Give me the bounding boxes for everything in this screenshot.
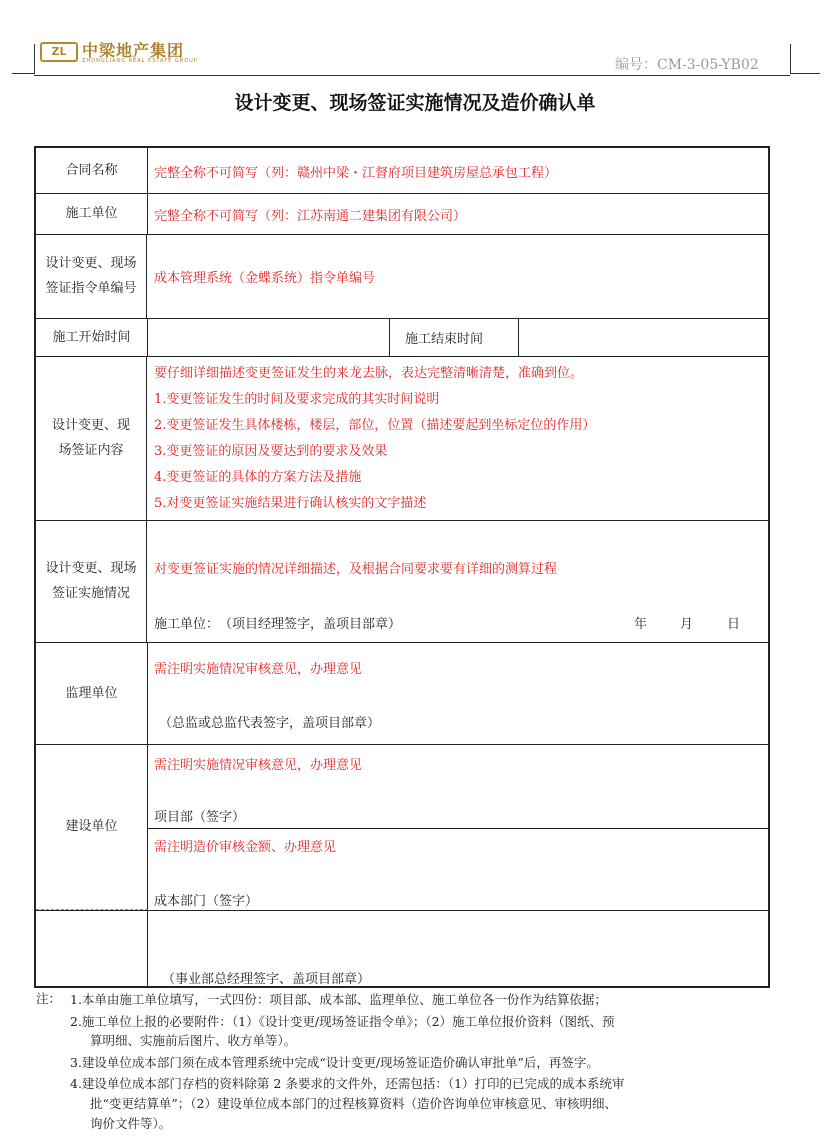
division-label xyxy=(36,910,148,988)
supervisor-label: 监理单位 xyxy=(36,642,148,744)
instruction-value[interactable]: 成本管理系统（金蝶系统）指令单编号 xyxy=(154,271,376,286)
date-divider-2 xyxy=(518,318,519,356)
owner-sub-divider xyxy=(147,828,768,829)
company-name: 中梁地产集团 xyxy=(82,41,185,60)
content-line: 1.变更签证发生的时间及要求完成的其实时间说明 xyxy=(154,392,440,407)
contractor-label: 施工单位 xyxy=(36,193,148,234)
company-logo-icon: ZL xyxy=(40,42,78,62)
content-line: 3.变更签证的原因及要达到的要求及效果 xyxy=(154,444,388,459)
row-supervisor xyxy=(36,642,768,745)
division-sign: （事业部总经理签字、盖项目部章） xyxy=(162,972,371,987)
note-line: 批“变更结算单”；（2）建设单位成本部门的过程核算资料（造价咨询单位审核意见、审核明细、 xyxy=(90,1096,617,1111)
note-line: 算明细、实施前后图片、收方单等）。 xyxy=(90,1033,297,1048)
supervisor-value[interactable]: 需注明实施情况审核意见，办理意见 xyxy=(154,662,363,677)
row-division xyxy=(36,910,768,988)
content-label: 设计变更、现场签证内容 xyxy=(36,356,147,520)
date-divider xyxy=(389,318,390,356)
row-content xyxy=(36,356,768,521)
contract-value[interactable]: 完整全称不可简写（列：赣州中梁・江督府项目建筑房屋总承包工程） xyxy=(154,166,558,181)
supervisor-sign: （总监或总监代表签字，盖项目部章） xyxy=(159,716,381,731)
note-line: 2.施工单位上报的必要附件：（1）《设计变更/现场签证指令单》；（2）施工单位报价资料（图纸、预 xyxy=(70,1014,615,1029)
header-rule-left-tick xyxy=(34,44,35,74)
company-name-en: ZHONGLIANG REAL ESTATE GROUP xyxy=(82,58,198,64)
owner-project-sign: 项目部（签字） xyxy=(154,810,246,825)
notes-prefix: 注： xyxy=(36,991,62,1006)
note-line: 3.建设单位成本部门须在成本管理系统中完成“设计变更/现场签证造价确认审批单”后，再签字。 xyxy=(70,1055,599,1070)
confirmation-form xyxy=(34,146,770,988)
contract-label: 合同名称 xyxy=(36,148,148,193)
implementation-label: 设计变更、现场签证实施情况 xyxy=(36,520,147,642)
start-date-label: 施工开始时间 xyxy=(36,318,148,356)
owner-cost-value[interactable]: 需注明造价审核金额、办理意见 xyxy=(154,840,337,855)
content-line: 2.变更签证发生具体楼栋，楼层，部位，位置（描述要起到坐标定位的作用） xyxy=(154,418,596,433)
owner-project-value[interactable]: 需注明实施情况审核意见，办理意见 xyxy=(154,758,363,773)
note-line: 询价文件等）。 xyxy=(90,1116,172,1131)
owner-label: 建设单位 xyxy=(36,744,148,910)
implementation-month: 月 xyxy=(680,617,694,632)
content-line: 5.对变更签证实施结果进行确认核实的文字描述 xyxy=(154,496,427,511)
implementation-sign: 施工单位： （项目经理签字，盖项目部章） xyxy=(154,617,402,632)
header-rule-right xyxy=(790,73,820,74)
owner-cost-sign: 成本部门（签字） xyxy=(154,894,259,909)
row-contract xyxy=(36,148,768,194)
row-instruction xyxy=(36,234,768,319)
row-dates xyxy=(36,318,768,357)
content-line: 4.变更签证的具体的方案方法及措施 xyxy=(154,470,362,485)
implementation-day: 日 xyxy=(727,617,741,632)
header-rule xyxy=(34,75,790,76)
page-title: 设计变更、现场签证实施情况及造价确认单 xyxy=(234,92,596,114)
implementation-year: 年 xyxy=(634,617,648,632)
doc-number: 编号：CM-3-05-YB02 xyxy=(615,57,759,73)
notes xyxy=(36,990,61,1009)
row-implementation xyxy=(36,520,768,643)
header-rule-left xyxy=(12,73,34,74)
content-line: 要仔细详细描述变更签证发生的来龙去脉，表达完整清晰清楚，准确到位。 xyxy=(154,366,584,381)
note-line: 4.建设单位成本部门存档的资料除第 2 条要求的文件外，还需包括：（1）打印的已完成的成本系统审 xyxy=(70,1076,625,1091)
implementation-value[interactable]: 对变更签证实施的情况详细描述，及根据合同要求要有详细的测算过程 xyxy=(154,562,558,577)
row-contractor xyxy=(36,193,768,235)
instruction-label: 设计变更、现场签证指令单编号 xyxy=(36,234,147,318)
note-line: 1.本单由施工单位填写，一式四份：项目部、成本部、监理单位、施工单位各一份作为结算依据； xyxy=(70,992,607,1007)
end-date-label: 施工结束时间 xyxy=(405,332,484,347)
header-rule-right-tick xyxy=(790,44,791,74)
row-owner xyxy=(36,744,768,911)
contractor-value[interactable]: 完整全称不可简写（列：江苏南通二建集团有限公司） xyxy=(154,209,467,224)
